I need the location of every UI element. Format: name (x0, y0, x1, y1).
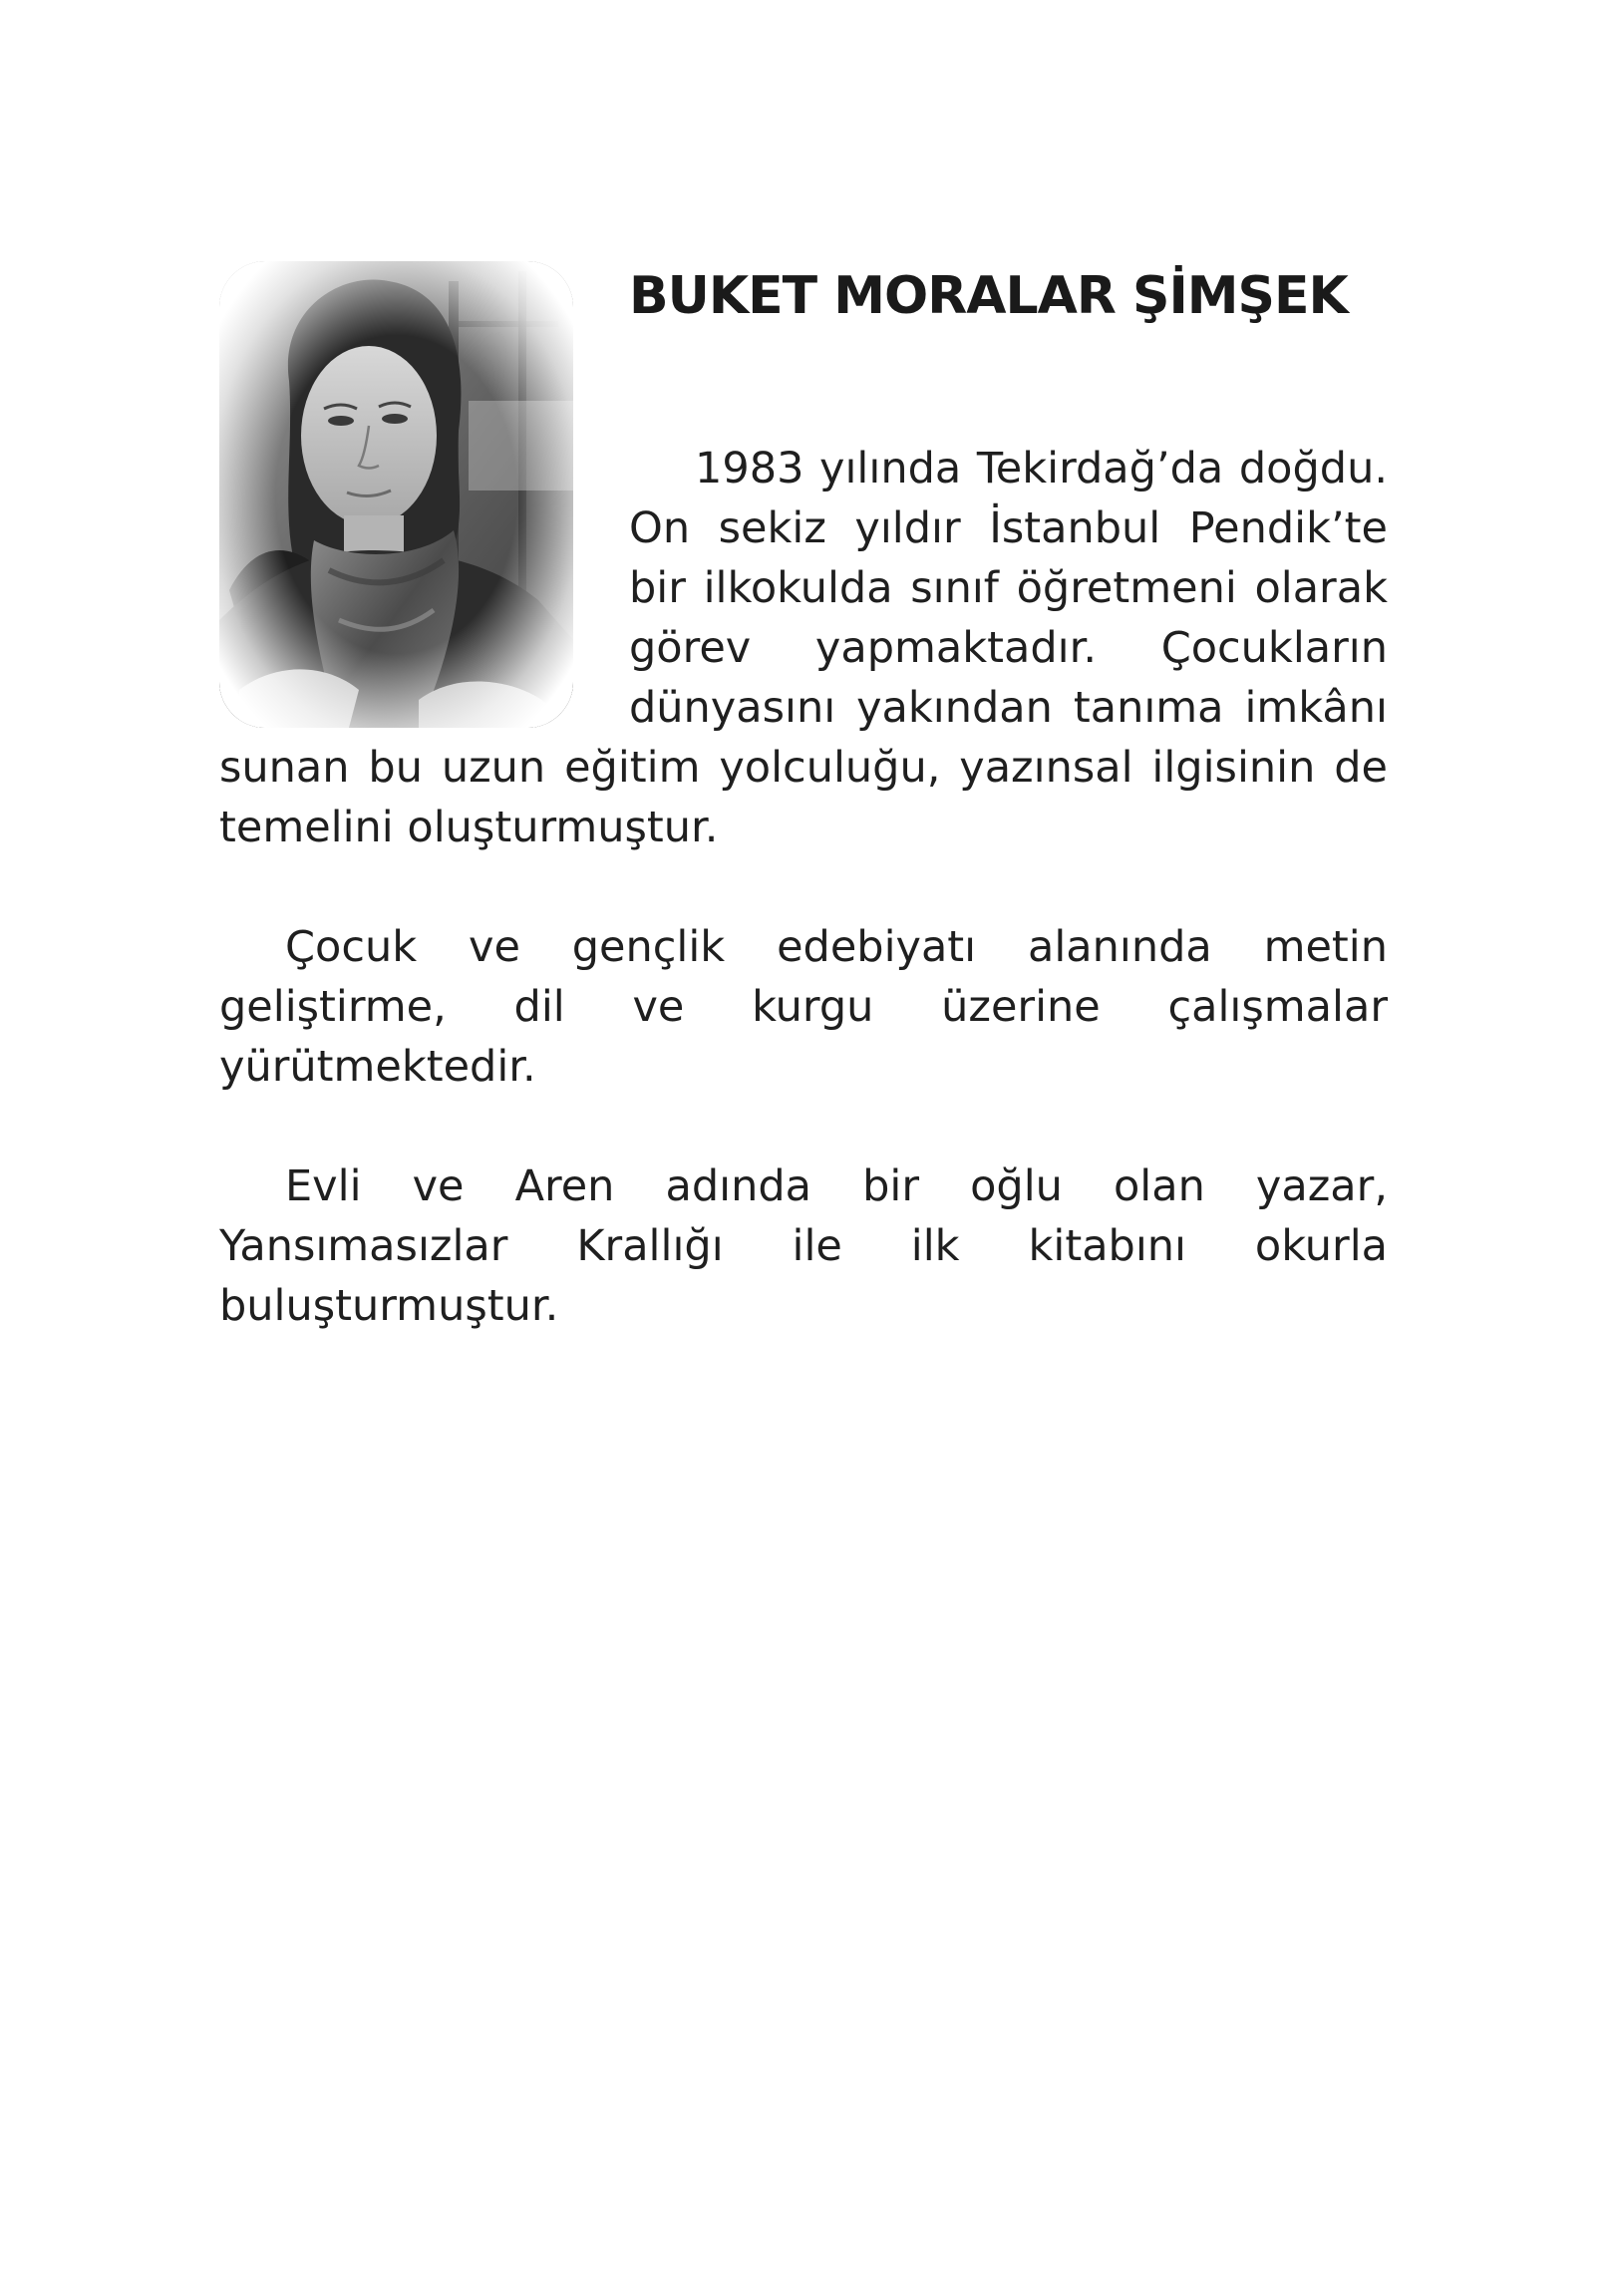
bio-paragraph-3: Evli ve Aren adında bir oğlu olan yazar, Yansımasızlar Krallığı ile ilk kitabını okurla buluşturmuştur. (219, 1161, 1388, 1331)
author-portrait (219, 261, 573, 728)
bio-paragraph-2: Çocuk ve gençlik edebiyatı alanında metin geliştirme, dil ve kurgu üzerine çalışmalar yürütmektedir. (219, 922, 1388, 1092)
portrait-photo-icon (219, 261, 573, 728)
author-bio-section (219, 261, 1388, 1336)
author-name-heading: BUKET MORALAR ŞİMŞEK (629, 266, 1348, 326)
bio-paragraph-1: 1983 yılında Tekirdağ’da doğdu. On sekiz yıldır İstanbul Pendik’te bir ilkokulda sınıf öğretmeni olarak görev yapmaktadır. Çocukların dünyasını yakından tanıma imkânı sunan bu uzun eğitim yolculuğu, yazınsal ilgisinin de temelini oluşturmuştur. (219, 444, 1388, 852)
